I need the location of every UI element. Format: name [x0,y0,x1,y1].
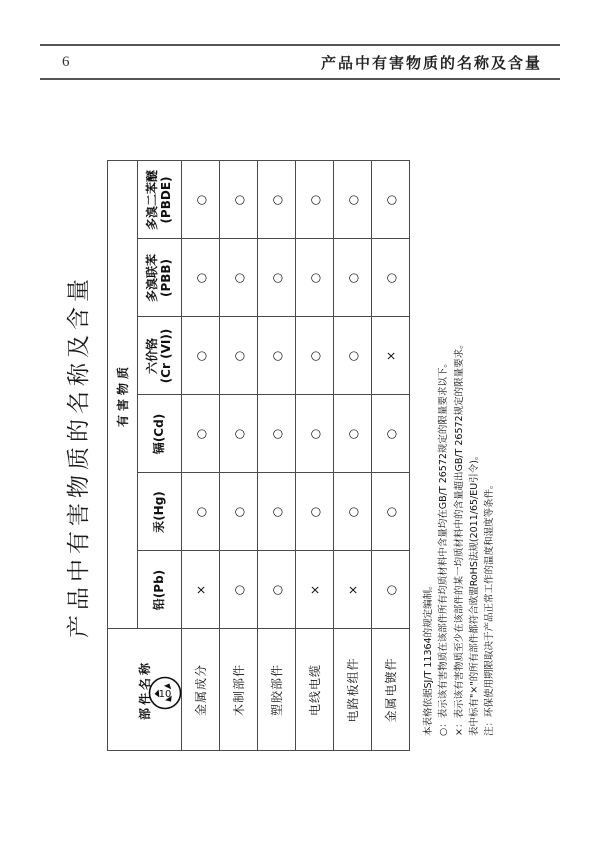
table-row [182,161,220,751]
note-line: ×：表示该有害物质至少在该部件的某一均质材料中的含量超出GB/T 26572规定的限量要求。 [453,339,465,736]
value-cell: × [182,551,220,629]
hazardous-substances-table [107,161,410,752]
substance-label-line1: 多溴联苯 [144,254,159,303]
value-cell: ○ [296,317,334,395]
part-name-cell: 电线电缆 [296,629,334,751]
value-cell: ○ [334,473,372,551]
table-row [258,161,296,751]
page-number: 6 [62,53,70,70]
value-cell: ○ [182,395,220,473]
value-cell: ○ [220,239,258,317]
value-cell: ○ [220,551,258,629]
substance-label-line1: 镉(Cd) [151,413,166,455]
header-title: 产品中有害物质的名称及含量 [320,53,542,72]
value-cell: ○ [372,161,410,239]
document-title: 产品中有害物质的名称及含量 [66,274,92,638]
note-line: 本表格依据SJ/T 11364的规定编制。 [423,580,434,736]
value-cell: ○ [258,317,296,395]
value-cell: ○ [372,551,410,629]
page-header [40,44,560,80]
value-cell: ○ [182,317,220,395]
value-cell: ○ [220,395,258,473]
value-cell: ○ [296,239,334,317]
value-cell: ○ [296,473,334,551]
column-header-cadmium [138,395,182,473]
recycle-symbol-icon [148,676,182,710]
table-row [334,161,372,751]
table-header-row-group [108,161,138,751]
column-header-hexavalent-chromium [138,317,182,395]
value-cell: ○ [296,161,334,239]
value-cell: ○ [258,551,296,629]
value-cell: ○ [182,239,220,317]
value-cell: ○ [334,161,372,239]
rotated-content-stage [0,96,600,816]
note-line: ○：表示该有害物质在该部件所有均质材料中含量均在GB/T 26572规定的限量要求以下。 [438,358,450,736]
column-header-pbb [138,239,182,317]
value-cell: ○ [334,239,372,317]
part-name-cell: 金属电镀件 [372,629,410,751]
value-cell: ○ [220,317,258,395]
value-cell: ○ [334,395,372,473]
substance-label-line2: (Cr (VI)) [158,328,173,384]
part-name-cell: 木制部件 [220,629,258,751]
value-cell: ○ [334,317,372,395]
column-header-lead [138,551,182,629]
note-line: 表中标有"×"的所有部件都符合欧盟RoHS法规(2011/65/EU引令)。 [468,450,480,736]
value-cell: ○ [220,161,258,239]
part-name-cell: 金属成分 [182,629,220,751]
value-cell: ○ [372,473,410,551]
value-cell: × [334,551,372,629]
value-cell: ○ [296,395,334,473]
part-name-cell: 电路板组件 [334,629,372,751]
substance-label-line1: 铅(Pb) [151,569,166,611]
part-name-cell: 塑胶部件 [258,629,296,751]
substance-label-line1: 六价铬 [144,338,159,375]
column-header-mercury [138,473,182,551]
table-row [296,161,334,751]
value-cell: × [296,551,334,629]
note-line: 注：环保使用期限取决于产品正常工作的温度和湿度等条件。 [484,479,495,736]
value-cell: ○ [372,395,410,473]
column-header-hazardous-substances: 有害物质 [108,161,138,629]
table-notes [422,176,498,736]
value-cell: ○ [258,395,296,473]
value-cell: ○ [372,239,410,317]
value-cell: ○ [220,473,258,551]
value-cell: ○ [258,161,296,239]
table-row [220,161,258,751]
substance-label-line2: (PBDE) [158,176,173,224]
svg-text:10: 10 [158,689,172,700]
table-row [372,161,410,751]
substance-label-line1: 多溴二苯醚 [144,170,159,231]
substance-label-line2: (PBB) [158,258,173,298]
value-cell: ○ [182,473,220,551]
column-header-pbde [138,161,182,239]
value-cell: × [372,317,410,395]
value-cell: ○ [258,239,296,317]
value-cell: ○ [182,161,220,239]
sideways-block [60,126,540,786]
column-header-part-name: 部件名称 [108,629,182,751]
value-cell: ○ [258,473,296,551]
substance-label-line1: 汞(Hg) [151,491,166,533]
